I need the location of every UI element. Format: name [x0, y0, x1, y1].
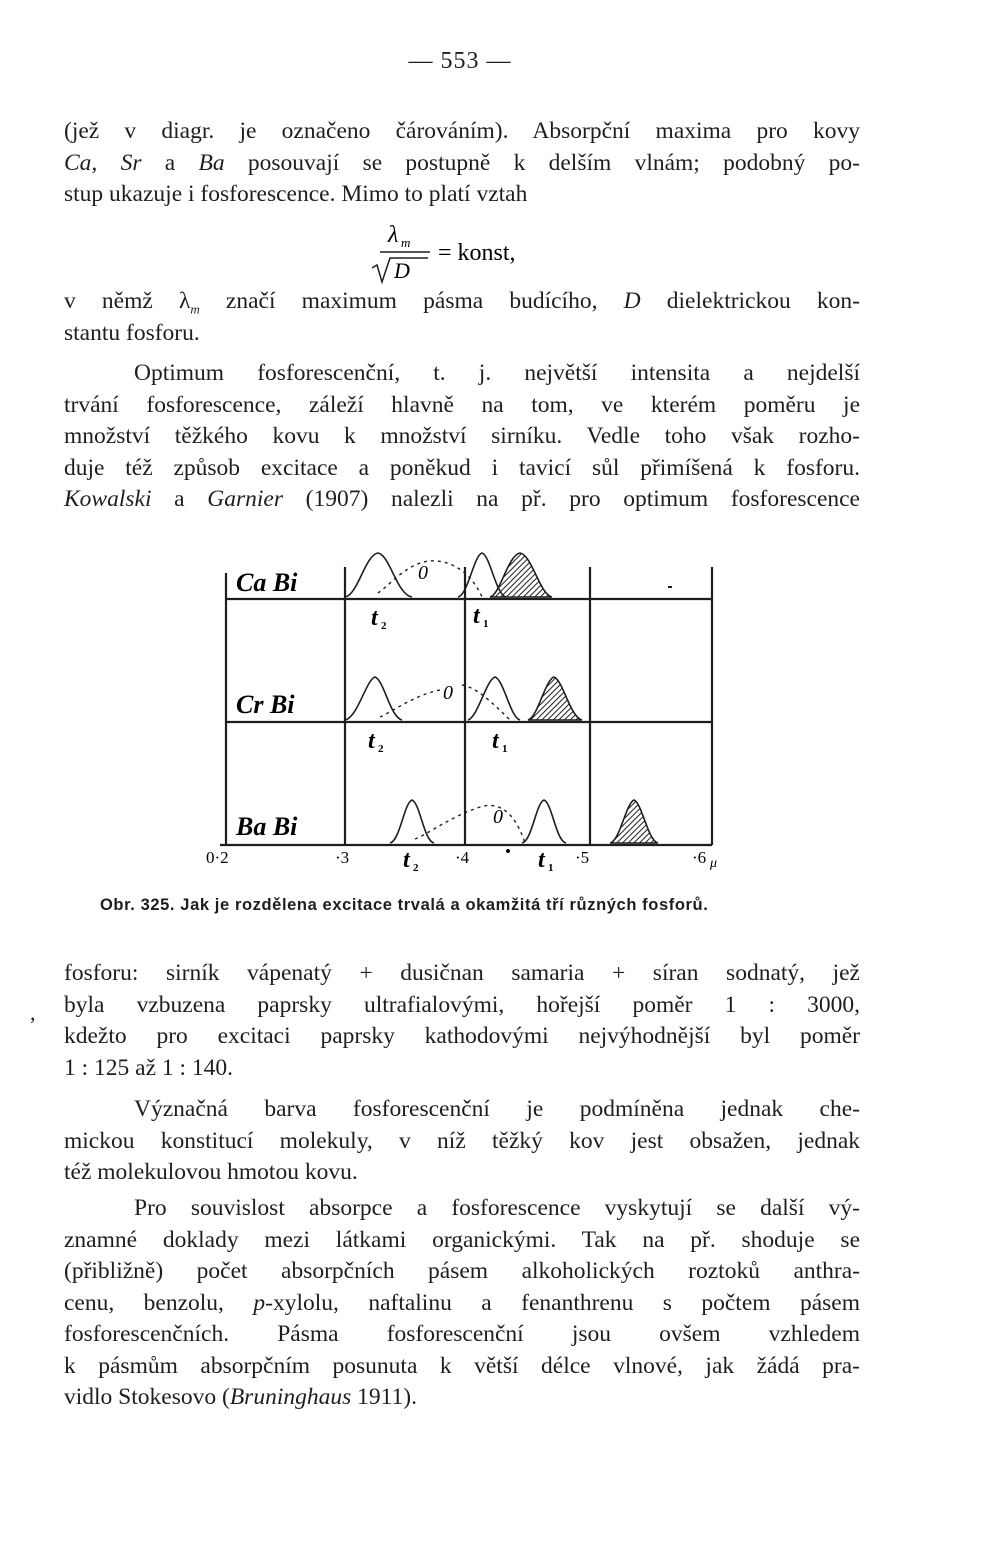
formula-lambda-sqrt-d — [370, 218, 610, 288]
figure-325 — [190, 545, 750, 880]
text-run: v němž λ — [64, 288, 191, 314]
label-t1: t — [473, 603, 480, 629]
paragraph-2 — [64, 286, 860, 349]
label-t2-sub: 2 — [381, 620, 387, 632]
label-t2: t — [368, 728, 375, 754]
label-t2: t — [403, 847, 410, 873]
axis-tick: ·5 — [575, 848, 590, 867]
text-run: značí maximum pásma budícího, D dielektrickou kon- — [199, 288, 861, 314]
text-line: množství těžkého kovu k množství sirníku. Vedle toho však rozho- — [64, 423, 860, 449]
label-o: 0 — [418, 562, 428, 584]
label-t1: t — [492, 728, 499, 754]
label-t2-sub: 2 — [413, 862, 419, 874]
label-o: 0 — [493, 806, 503, 828]
text-line — [64, 286, 860, 318]
text-line: znamné doklady mezi látkami organickými. Tak na př. shoduje se — [64, 1226, 860, 1253]
text-line: k pásmům absorpčním posunuta k větší délce vlnové, jak žádá pra- — [64, 1352, 860, 1379]
italic-text: D — [623, 288, 641, 314]
italic-text: Bruninghaus — [229, 1384, 352, 1410]
axis-dot: • — [505, 842, 511, 861]
figure-caption — [100, 896, 880, 915]
text-line: 1 : 125 až 1 : 140. — [64, 1054, 234, 1081]
text-line: byla vzbuzena paprsky ultrafialovými, hořejší poměr 1 : 3000, — [64, 991, 860, 1018]
curves-ca-bi — [345, 553, 672, 597]
text-line: duje též způsob excitace a poněkud i tavicí sůl přimíšená k fosforu. — [64, 454, 860, 481]
text-line: stantu fosforu. — [64, 319, 200, 346]
curves-ba-bi — [390, 800, 658, 843]
text-line: mickou konstitucí molekuly, v níž těžký kov jest obsažen, jednak — [64, 1127, 860, 1154]
label-t2: t — [371, 605, 378, 631]
label-t1-sub: 1 — [502, 743, 508, 755]
text-line: vidlo Stokesovo (Bruninghaus 1911). — [64, 1384, 417, 1410]
text-run: Pro souvislost absorpce a fosforescence vyskytují se další vý- — [134, 1195, 860, 1221]
axis-unit: μ — [710, 856, 718, 871]
text-line — [64, 358, 860, 390]
margin-mark: , — [30, 1000, 36, 1025]
text-line: Ca, Sr a Ba posouvají se postupně k delším vlnám; podobný po- — [64, 149, 860, 176]
text-line: kdežto pro excitaci paprsky kathodovými nejvýhodnější byl poměr — [64, 1023, 860, 1049]
formula-graphic — [370, 218, 610, 288]
formula-numerator-sub: m — [401, 235, 411, 250]
caption-text: Jak je rozdělena excitace trvalá a okamžitá tří různých fosforů. — [175, 896, 709, 914]
paragraph-4 — [64, 958, 860, 1084]
paragraph-1 — [64, 116, 860, 211]
paragraph-3 — [64, 358, 860, 516]
text-line: fosforescenčních. Pásma fosforescenční jsou ovšem vzhledem — [64, 1321, 860, 1347]
label-t2-sub: 2 — [378, 743, 384, 755]
italic-text: Ba — [198, 149, 225, 176]
text-line — [64, 1193, 860, 1225]
formula-rhs: = konst, — [438, 240, 516, 266]
italic-text: p — [253, 1289, 266, 1316]
row-label-cr-bi: Cr Bi — [236, 690, 295, 719]
label-t1: t — [538, 847, 545, 873]
text-line: cenu, benzolu, p-xylolu, naftalinu a fenanthrenu s počtem pásem — [64, 1289, 860, 1316]
axis-tick: ·3 — [335, 848, 350, 867]
label-t1-sub: 1 — [483, 618, 489, 630]
label-o: 0 — [443, 682, 453, 704]
caption-label: Obr. 325. — [100, 896, 176, 914]
label-t1-sub: 1 — [548, 862, 554, 874]
text-line: stup ukazuje i fosforescence. Mimo to platí vztah — [64, 181, 528, 207]
paragraph-6 — [64, 1193, 860, 1414]
text-line — [64, 1094, 860, 1126]
formula-numerator: λ — [388, 222, 399, 248]
text-line: (přibližně) počet absorpčních pásem alkoholických roztoků anthra- — [64, 1258, 860, 1284]
text-line: Kowalski a Garnier (1907) nalezli na př. pro optimum fosforescence — [64, 486, 860, 512]
text-line: (jež v diagr. je označeno čárováním). Absorpční maxima pro kovy — [64, 118, 860, 144]
text-line: fosforu: sirník vápenatý + dusičnan samaria + síran sodnatý, jež — [64, 960, 860, 986]
curves-cr-bi — [345, 677, 582, 720]
italic-text: Garnier — [207, 486, 283, 512]
axis-tick: ·4 — [455, 848, 470, 867]
text-line: trvání fosforescence, záleží hlavně na tom, ve kterém poměru je — [64, 391, 860, 418]
formula-denominator: D — [394, 258, 410, 283]
axis-tick: ·6 — [692, 848, 707, 867]
text-run: Význačná barva fosforescenční je podmíněna jednak che- — [134, 1096, 860, 1122]
lambda-subscript: m — [190, 301, 200, 317]
row-label-ca-bi: Ca Bi — [236, 568, 298, 597]
axis-tick: 0·2 — [206, 848, 229, 867]
page-number: — 553 — — [408, 48, 512, 74]
text-run: Optimum fosforescenční, t. j. největší intensita a nejdelší — [134, 360, 860, 386]
italic-text: Kowalski — [64, 486, 152, 512]
italic-text: Ca, Sr — [64, 149, 142, 176]
text-line: též molekulovou hmotou kovu. — [64, 1159, 358, 1185]
row-label-ba-bi: Ba Bi — [236, 812, 298, 841]
paragraph-5 — [64, 1094, 860, 1189]
